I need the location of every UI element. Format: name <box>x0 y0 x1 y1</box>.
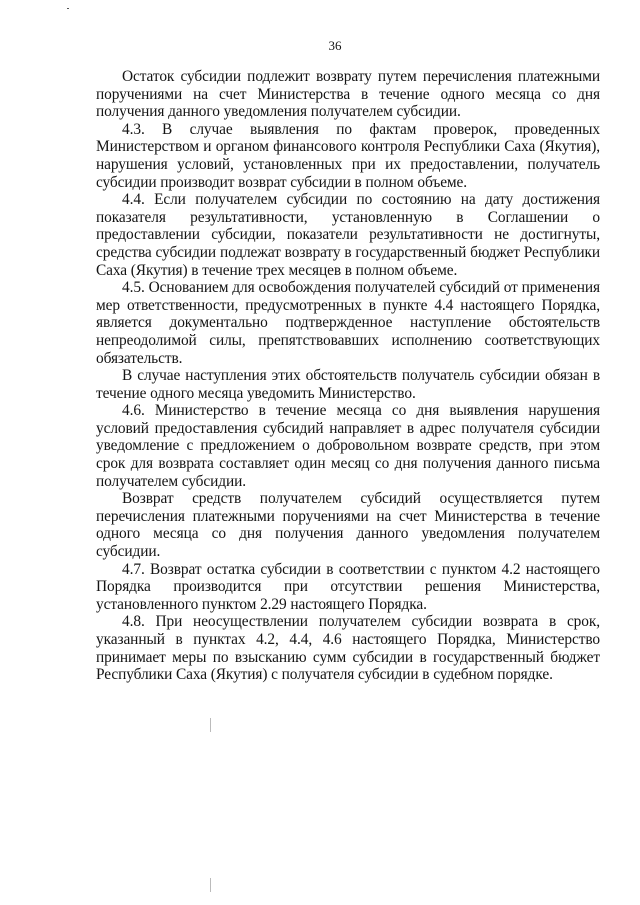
paragraph-remainder-return: Остаток субсидии подлежит возврату путем перечисления платежными поручениями на счет Министерства в течение одного месяца со дня получения данного уведомления получателем субсидии. <box>96 68 600 121</box>
paragraph-4-4: 4.4. Если получателем субсидии по состоянию на дату достижения показателя результативности, установленную в Соглашении о предоставлении субсидии, показатели результативности не достигнуты, средства субсидии подлежат возврату в государственный бюджет Республики Саха (Якутия) в течение трех месяцев в полном объеме. <box>96 191 600 279</box>
paragraph-circumstances-notice: В случае наступления этих обстоятельств получатель субсидии обязан в течение одного месяца уведомить Министерство. <box>96 367 600 402</box>
paragraph-4-6: 4.6. Министерство в течение месяца со дня выявления нарушения условий предоставления субсидий направляет в адрес получателя субсидии уведомление с предложением о добровольном возврате средств, при этом срок для возврата составляет один месяц со дня получения данного письма получателем субсидии. <box>96 402 600 490</box>
scan-artifact <box>67 8 69 9</box>
paragraph-4-8: 4.8. При неосуществлении получателем субсидии возврата в срок, указанный в пунктах 4.2, 4.4, 4.6 настоящего Порядка, Министерство принимает меры по взысканию сумм субсидии в государственный бюджет Республики Саха (Якутия) с получателя субсидии в судебном порядке. <box>96 613 600 684</box>
paragraph-refund-procedure: Возврат средств получателем субсидий осуществляется путем перечисления платежными поручениями на счет Министерства в течение одного месяца со дня получения данного уведомления получателем субсидии. <box>96 490 600 561</box>
document-body <box>96 68 600 684</box>
paragraph-4-7: 4.7. Возврат остатка субсидии в соответствии с пунктом 4.2 настоящего Порядка производится при отсутствии решения Министерства, установленного пунктом 2.29 настоящего Порядка. <box>96 560 600 613</box>
scan-artifact <box>210 718 211 732</box>
paragraph-4-5: 4.5. Основанием для освобождения получателей субсидий от применения мер ответственности, предусмотренных в пункте 4.4 настоящего Порядка, является документально подтвержденное наступление обстоятельств непреодолимой силы, препятствовавших исполнению соответствующих обязательств. <box>96 279 600 367</box>
scan-artifact <box>210 878 211 892</box>
paragraph-4-3: 4.3. В случае выявления по фактам проверок, проведенных Министерством и органом финансового контроля Республики Саха (Якутия), нарушения условий, установленных при их предоставлении, получатель субсидии производит возврат субсидии в полном объеме. <box>96 120 600 191</box>
page-number: 36 <box>328 38 342 53</box>
